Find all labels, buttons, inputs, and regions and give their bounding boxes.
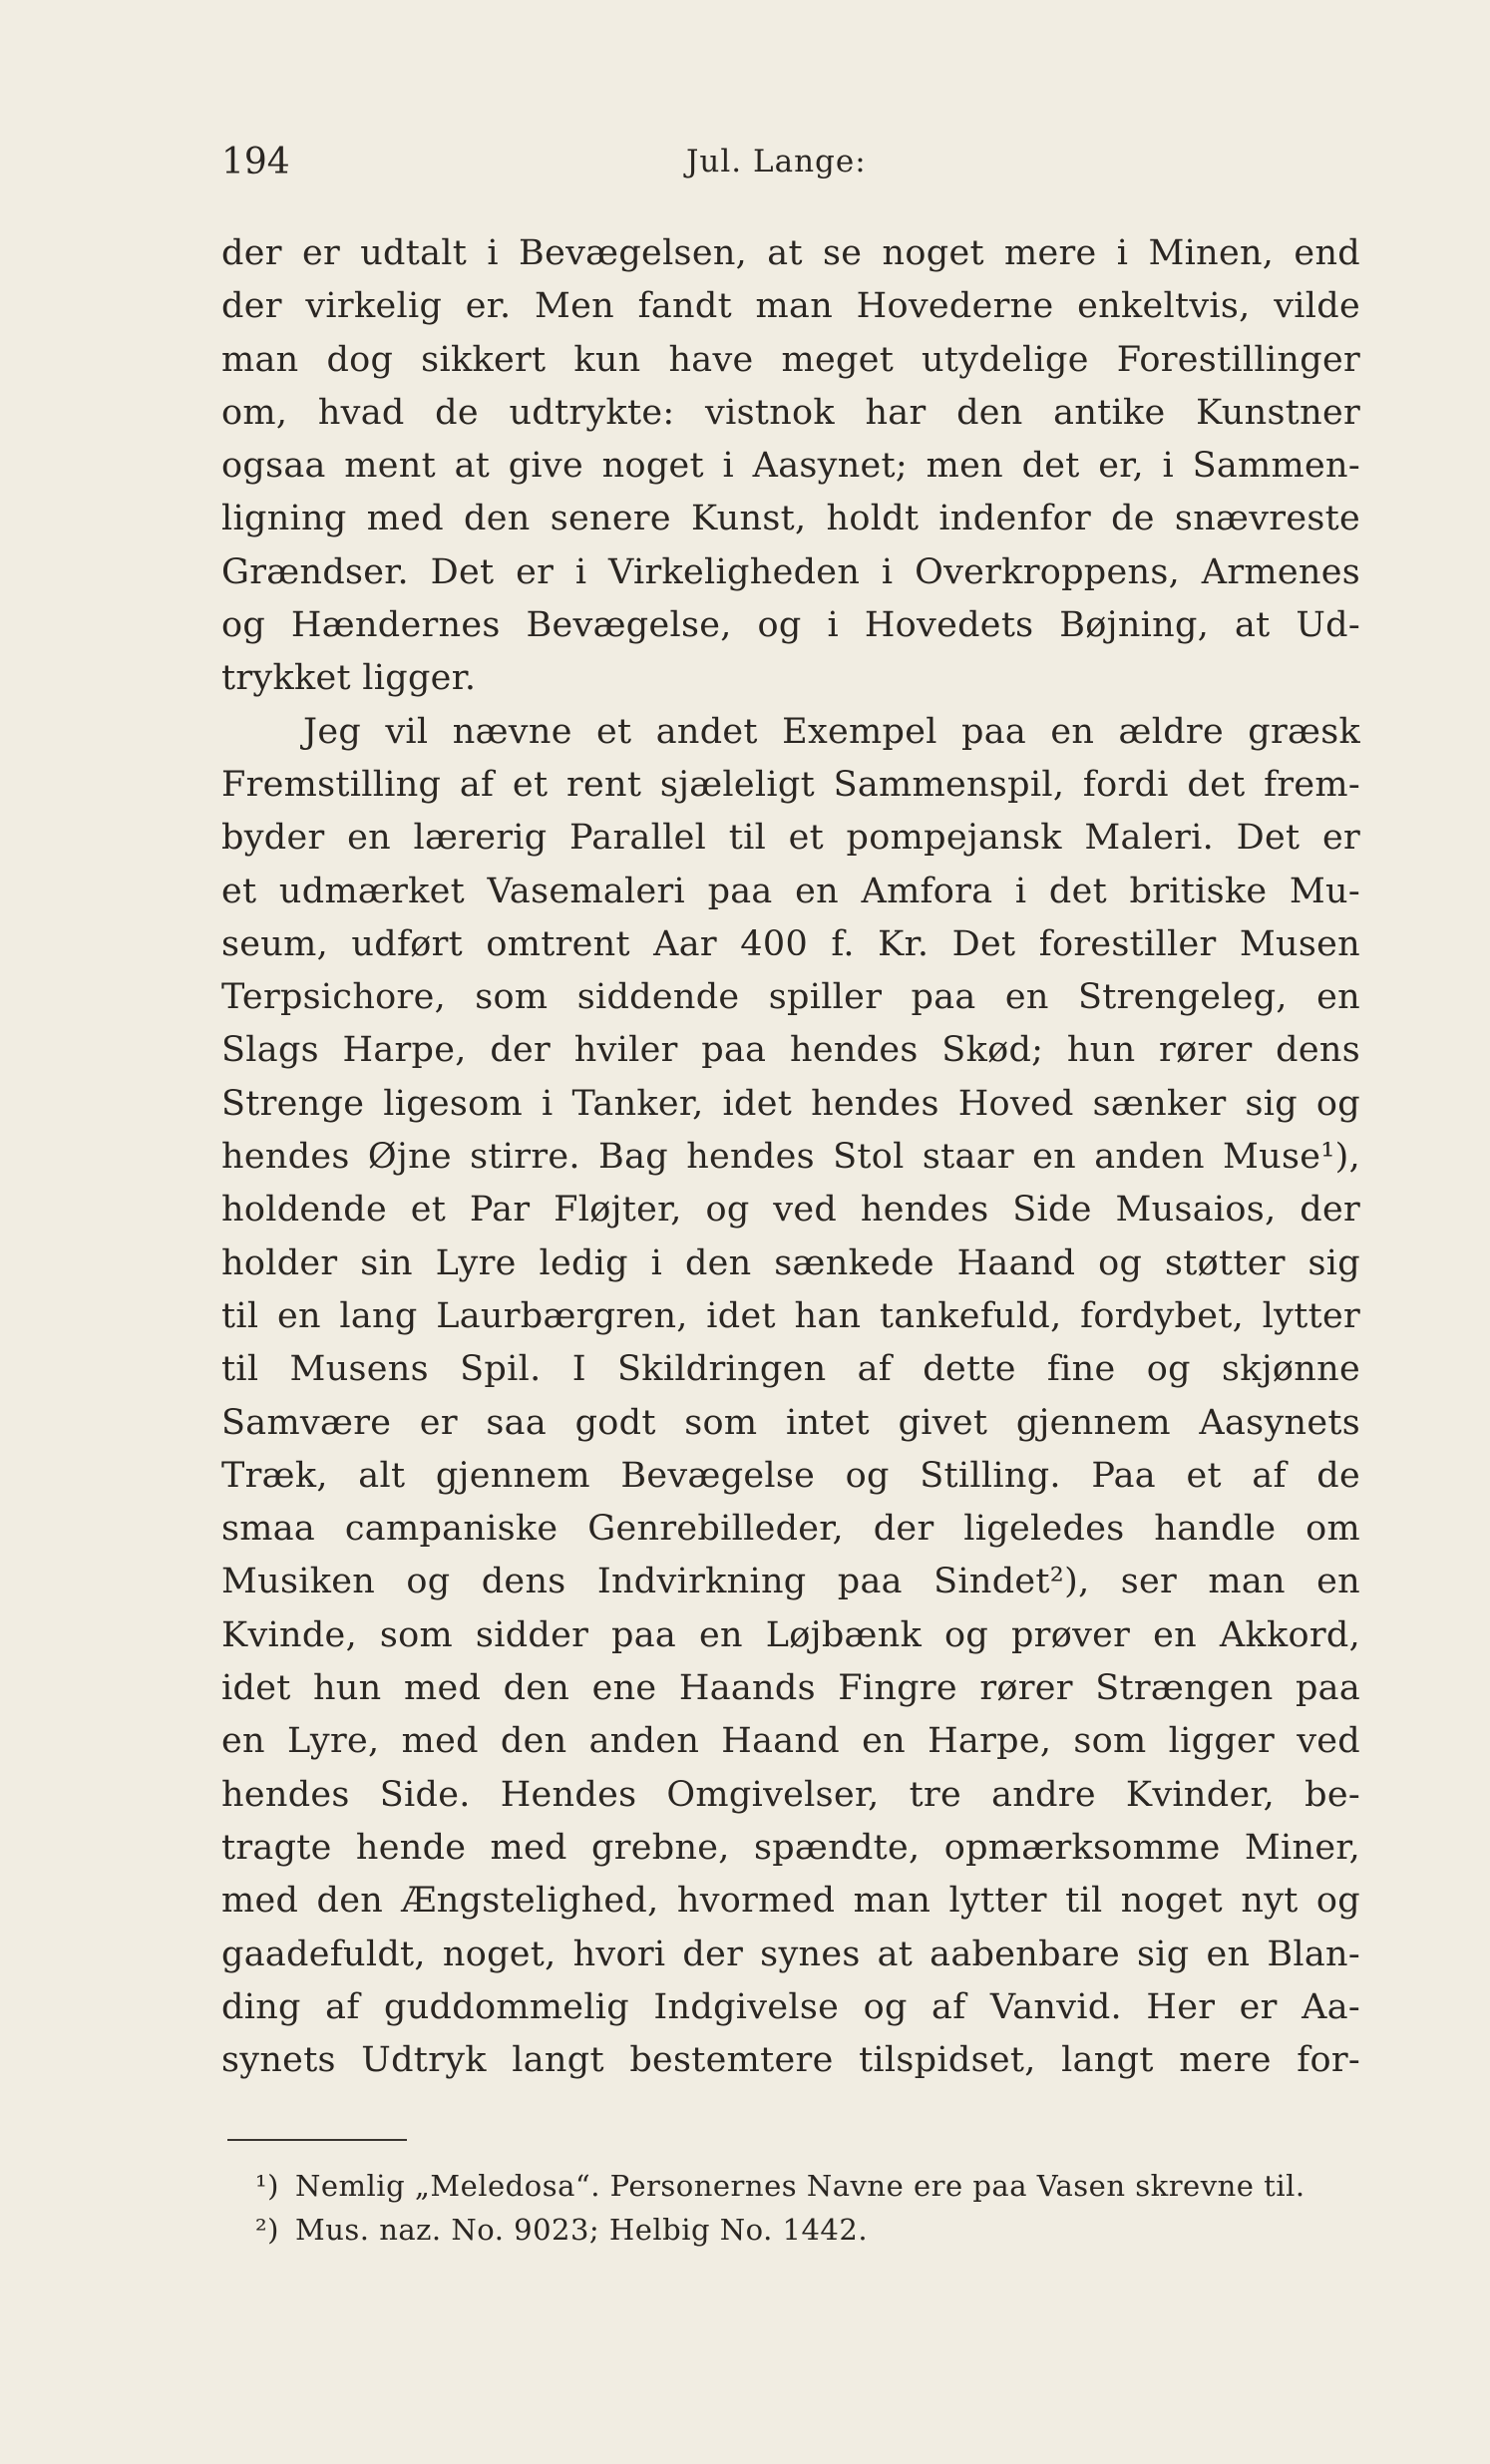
text-line: ding af guddommelig Indgivelse og af Vanvid. Her er Aa-	[221, 1986, 1360, 2027]
text-line: holdende et Par Fløjter, og ved hendes Side Musaios, der	[221, 1190, 1360, 1231]
text-line: Kvinde, som sidder paa en Løjbænk og prøver en Akkord,	[221, 1614, 1360, 1655]
text-line: Grændser. Det er i Virkeligheden i Overkroppens, Armenes	[221, 551, 1360, 592]
text-line: Fremstilling af et rent sjæleligt Sammenspil, fordi det frem-	[221, 764, 1360, 805]
text-line: Slags Harpe, der hviler paa hendes Skød; hun rører dens	[221, 1030, 1360, 1071]
text-line: Samvære er saa godt som intet givet gjennem Aasynets	[221, 1402, 1360, 1443]
text-line: idet hun med den ene Haands Fingre rører Strængen paa	[221, 1668, 1360, 1709]
text-line: seum, udført omtrent Aar 400 f. Kr. Det forestiller Musen	[221, 923, 1360, 964]
text-line: smaa campaniske Genrebilleder, der ligeledes handle om	[221, 1509, 1360, 1550]
running-head: Jul. Lange:	[686, 144, 867, 179]
text-line: til en lang Laurbærgren, idet han tankefuld, fordybet, lytter	[221, 1295, 1360, 1336]
footnote-text: Nemlig „Meledosa“. Personernes Navne ere paa Vasen skrevne til.	[295, 2169, 1305, 2203]
text-line: Strenge ligesom i Tanker, idet hendes Hoved sænker sig og	[221, 1083, 1360, 1124]
text-line: til Musens Spil. I Skildringen af dette fine og skjønne	[221, 1349, 1360, 1390]
page-number: 194	[221, 142, 290, 182]
footnotes	[255, 2164, 1362, 2252]
footnote-divider	[227, 2139, 407, 2141]
text-line: hendes Side. Hendes Omgivelser, tre andre Kvinder, be-	[221, 1774, 1360, 1815]
text-line: hendes Øjne stirre. Bag hendes Stol staar en anden Muse¹),	[221, 1137, 1360, 1178]
footnote-2	[255, 2208, 1362, 2252]
text-line: et udmærket Vasemaleri paa en Amfora i det britiske Mu-	[221, 871, 1360, 911]
text-line: gaadefuldt, noget, hvori der synes at aabenbare sig en Blan-	[221, 1934, 1360, 1974]
footnote-marker: ¹)	[255, 2169, 279, 2203]
text-line: Terpsichore, som siddende spiller paa en Strengeleg, en	[221, 977, 1360, 1018]
text-line: holder sin Lyre ledig i den sænkede Haand og støtter sig	[221, 1242, 1360, 1283]
text-line: om, hvad de udtrykte: vistnok har den antike Kunstner	[221, 392, 1360, 433]
body-text	[221, 227, 1360, 2087]
text-line: Træk, alt gjennem Bevægelse og Stilling. Paa et af de	[221, 1455, 1360, 1496]
text-line: Jeg vil nævne et andet Exempel paa en ældre græsk	[303, 711, 1360, 752]
text-line: tragte hende med grebne, spændte, opmærksomme Miner,	[221, 1827, 1360, 1868]
footnote-text: Mus. naz. No. 9023; Helbig No. 1442.	[295, 2213, 869, 2247]
footnote-1	[255, 2164, 1362, 2208]
text-line: Musiken og dens Indvirkning paa Sindet²), ser man en	[221, 1562, 1360, 1602]
text-line: ligning med den senere Kunst, holdt indenfor de snævreste	[221, 499, 1360, 539]
text-line: og Hændernes Bevægelse, og i Hovedets Bøjning, at Ud-	[221, 605, 1360, 646]
text-line: trykket ligger.	[221, 658, 477, 699]
text-line: synets Udtryk langt bestemtere tilspidset, langt mere for-	[221, 2040, 1360, 2081]
text-line: med den Ængstelighed, hvormed man lytter til noget nyt og	[221, 1881, 1360, 1922]
text-line: der er udtalt i Bevægelsen, at se noget mere i Minen, end	[221, 233, 1360, 273]
footnote-marker: ²)	[255, 2213, 279, 2247]
text-line: ogsaa ment at give noget i Aasynet; men det er, i Sammen-	[221, 446, 1360, 487]
text-line: byder en lærerig Parallel til et pompejansk Maleri. Det er	[221, 818, 1360, 859]
text-line: der virkelig er. Men fandt man Hovederne enkeltvis, vilde	[221, 286, 1360, 327]
text-line: en Lyre, med den anden Haand en Harpe, som ligger ved	[221, 1721, 1360, 1762]
text-line: man dog sikkert kun have meget utydelige Forestillinger	[221, 339, 1360, 380]
page-header	[221, 142, 1368, 191]
